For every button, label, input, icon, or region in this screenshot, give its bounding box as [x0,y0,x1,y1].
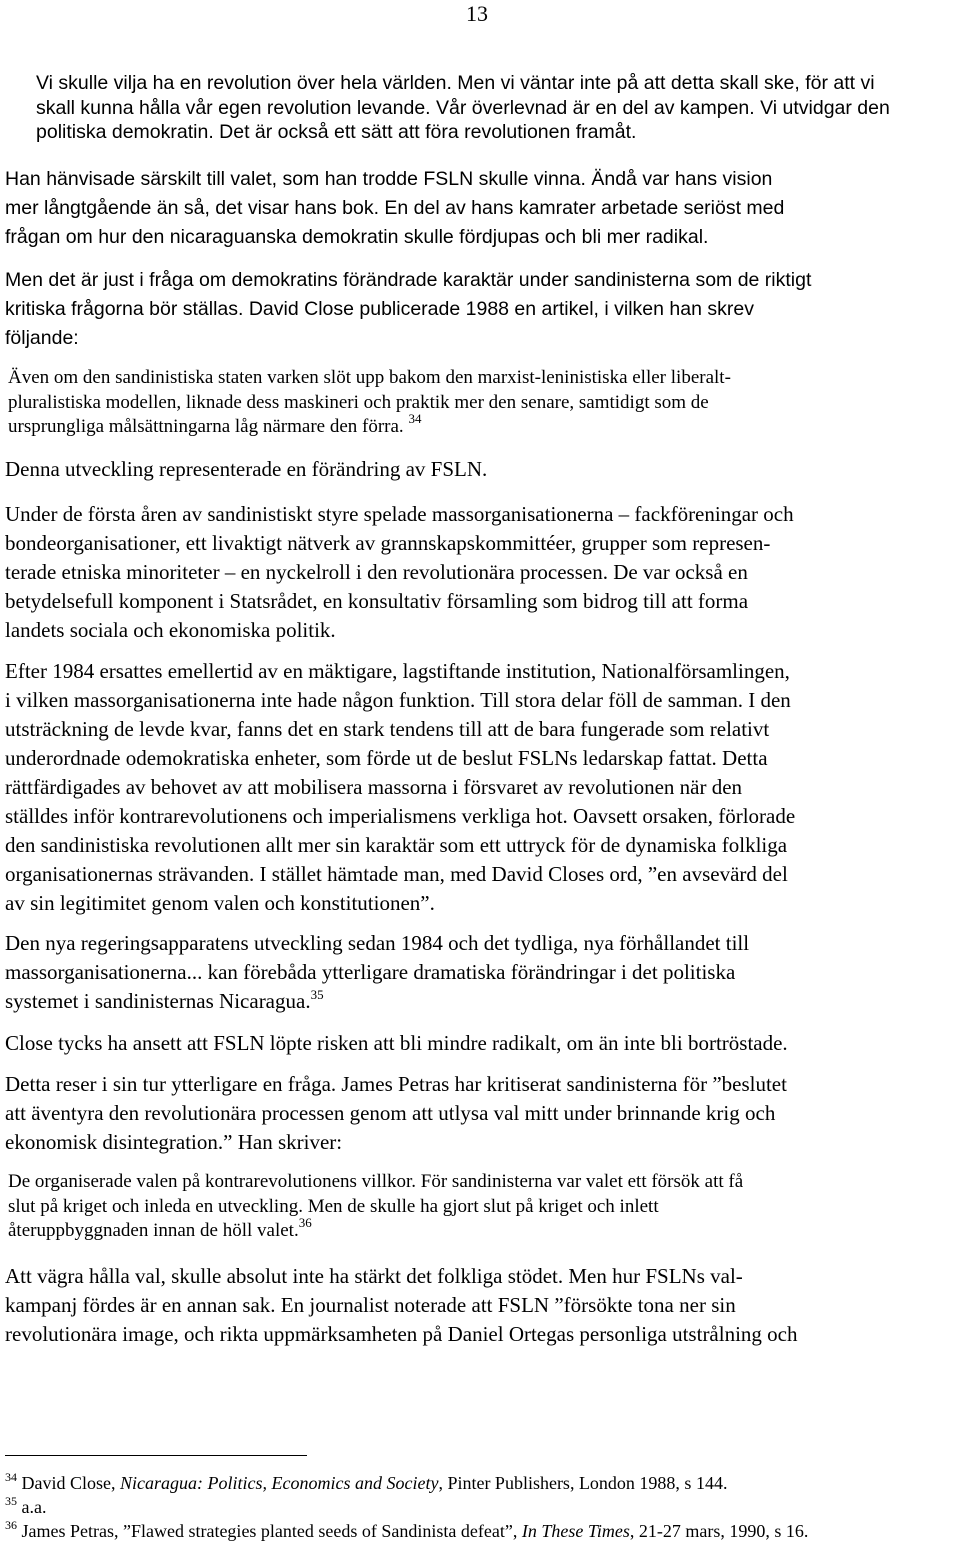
text-line: underordnade odemokratiska enheter, som förde ut de beslut FSLNs ledarskap fattat. Detta [5,746,768,770]
footnote-text: a.a. [21,1497,47,1517]
text-line: slut på kriget och inleda en utveckling. Men de skulle ha gjort slut på kriget och inlett [8,1195,659,1217]
text-line: frågan om hur den nicaraguanska demokratin skulle fördjupas och bli mer radikal. [5,226,709,248]
text-line: betydelsefull komponent i Statsrådet, en konsultativ församling som bidrog till att forma [5,589,749,613]
text-line: den sandinistiska revolutionen allt mer sin karaktär som ett uttryck för de dynamiska folkliga [5,833,788,857]
footnote-ref: 36 [298,1214,312,1230]
text-line: Efter 1984 ersattes emellertid av en mäktigare, lagstiftande institution, Nationalförsamlingen, [5,659,790,683]
text-span: återuppbyggnaden innan de höll valet. [8,1220,299,1241]
text-span: ursprungliga målsättningarna låg närmare den förra. [8,416,404,437]
text-line: utsträckning de levde kvar, fanns det en stark tendens till att de bara fungerade som relativt [5,717,770,741]
text-line: Även om den sandinistiska staten varken slöt upp bakom den marxist-leninistiska eller liberalt- [8,367,731,388]
text-line: skall kunna hålla vår egen revolution levande. Vår överlevnad är en del av kampen. Vi utvidgar den [36,96,890,119]
paragraph [5,929,957,1016]
paragraph [5,1029,957,1058]
text-line: landets sociala och ekonomiska politik. [5,618,336,642]
text-line: terade etniska minoriteter – en nyckelroll i den revolutionära processen. De var också en [5,560,748,584]
footnote-separator [5,1455,307,1456]
block-quote [8,1170,938,1244]
text-line [8,410,938,440]
text-line: Vi skulle vilja ha en revolution över hela världen. Men vi väntar inte på att detta skall ske, för att vi [36,72,875,94]
footnote-text: James Petras, ”Flawed strategies planted seeds of Sandinista defeat”, [21,1521,522,1541]
quote-paragraph [36,71,956,145]
text-line: Den nya regeringsapparatens utveckling sedan 1984 och det tydliga, nya förhållandet till [5,931,750,955]
text-line: Men det är just i fråga om demokratins förändrade karaktär under sandinisterna som de riktigt [5,269,812,291]
text-line: att äventyra den revolutionära processen genom att utlysa val mitt under brinnande krig och [5,1101,776,1125]
footnote-ref: 34 [408,410,422,426]
text-line: Han hänvisade särskilt till valet, som han trodde FSLN skulle vinna. Ändå var hans vision [5,168,773,190]
text-line: revolutionära image, och rikta uppmärksamheten på Daniel Ortegas personliga utstrålning och [5,1322,798,1346]
footnote-title: In These Times [521,1521,630,1541]
text-line: organisationernas strävanden. I stället hämtade man, med David Closes ord, ”en avsevärd del [5,862,788,886]
text-line: kritiska frågorna bör ställas. David Close publicerade 1988 en artikel, i vilken han skrev [5,298,754,320]
text-line: Detta reser i sin tur ytterligare en fråga. James Petras har kritiserat sandinisterna för ”beslutet [5,1072,787,1096]
text-line: ekonomisk disintegration.” Han skriver: [5,1130,343,1154]
footnote-number: 36 [5,1517,17,1532]
footnote-title: Nicaragua: Politics, Economics and Society [120,1473,439,1493]
text-line: rättfärdigades av behovet av att mobilisera massorna i försvaret av revolutionen när den [5,775,743,799]
paragraph [5,500,957,645]
text-span: systemet i sandinisternas Nicaragua. [5,989,311,1013]
text-line: av sin legitimitet genom valen och konstitutionen”. [5,891,435,915]
footnote-text: David Close, [21,1473,120,1493]
text-line: i vilken massorganisationerna inte hade någon funktion. Till stora delar föll de samman. I den [5,688,791,712]
paragraph [5,455,957,484]
paragraph [5,657,957,918]
text-line: politiska demokratin. Det är också ett sätt att föra revolutionen framåt. [36,121,637,143]
paragraph [5,1262,957,1349]
text-line [8,1214,938,1244]
text-line: massorganisationerna... kan förebåda ytterligare dramatiska förändringar i det politiska [5,960,736,984]
block-quote [8,366,938,440]
text-line: följande: [5,327,79,349]
text-line: mer långtgående än så, det visar hans bok. En del av hans kamrater arbetade seriöst med [5,197,785,219]
text-line: Att vägra hålla val, skulle absolut inte ha stärkt det folkliga stödet. Men hur FSLNs val- [5,1264,743,1288]
paragraph [5,266,957,353]
text-line: Denna utveckling representerade en förändring av FSLN. [5,457,488,481]
footnote-text: , 21-27 mars, 1990, s 16. [629,1521,809,1541]
footnote-number: 35 [5,1493,17,1508]
footnote-number: 34 [5,1469,17,1484]
footnote [5,1469,728,1494]
text-line: kampanj fördes är en annan sak. En journalist noterade att FSLN ”försökte tona ner sin [5,1293,736,1317]
footnote [5,1493,47,1518]
footnote-text: , Pinter Publishers, London 1988, s 144. [438,1473,728,1493]
text-line: bondeorganisationer, ett livaktigt nätverk av grannskapskommittéer, grupper som represen- [5,531,771,555]
text-line: ställdes inför kontrarevolutionens och imperialismens verkliga hot. Oavsett orsaken, förlorade [5,804,796,828]
text-line: De organiserade valen på kontrarevolutionens villkor. För sandinisterna var valet ett försök att få [8,1171,744,1192]
text-line: pluralistiska modellen, liknade dess maskineri och praktik mer den senare, samtidigt som de [8,391,709,413]
footnote-ref: 35 [310,986,324,1002]
page-number: 13 [466,1,488,26]
text-line: Under de första åren av sandinistiskt styre spelade massorganisationerna – fackföreningar och [5,502,794,526]
paragraph [5,1070,957,1157]
footnote [5,1517,809,1542]
paragraph [5,165,957,252]
text-line [5,987,957,1016]
text-line: Close tycks ha ansett att FSLN löpte risken att bli mindre radikalt, om än inte bli bortröstade. [5,1031,788,1055]
